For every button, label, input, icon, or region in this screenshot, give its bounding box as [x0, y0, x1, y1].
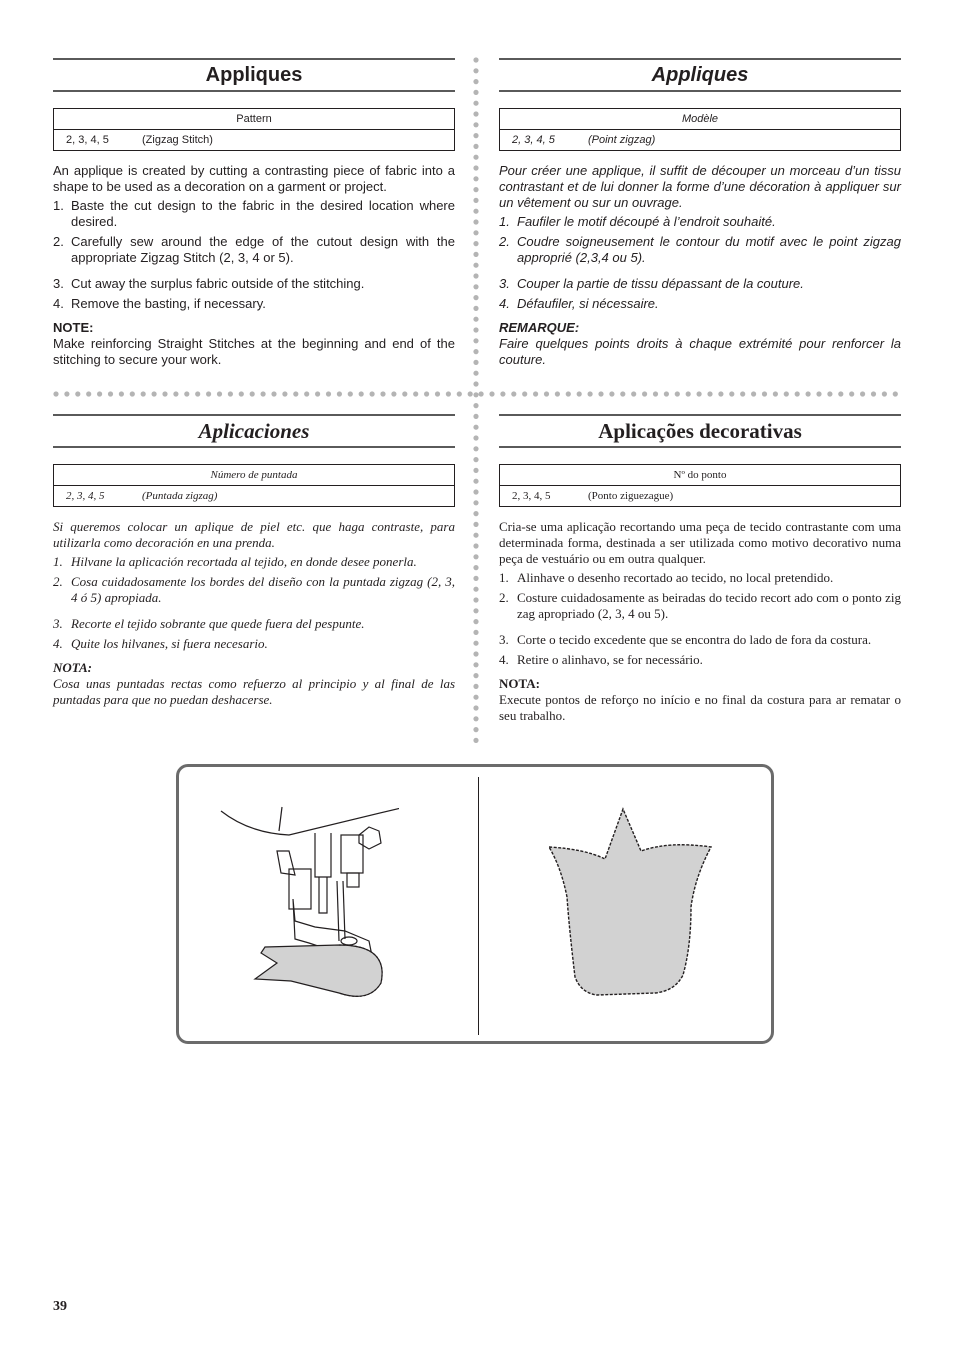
- section-body: [53, 519, 455, 708]
- intro-text: An applique is created by cutting a contrasting piece of fabric into a shape to be used as a decoration on a garment or project.: [53, 163, 455, 194]
- step-text: Quite los hilvanes, si fuera necesario.: [71, 636, 268, 651]
- note-text: Faire quelques points droits à chaque extrémité pour renforcer la couture.: [499, 336, 901, 367]
- list-item: [499, 652, 901, 668]
- pattern-numbers: 2, 3, 4, 5: [66, 134, 109, 146]
- step-text: Coudre soigneusement le contour du motif avec le point zigzag approprié (2,3,4 ou 5).: [517, 234, 901, 265]
- step-text: Recorte el tejido sobrante que quede fuera del pespunte.: [71, 616, 365, 631]
- note-label: NOTE:: [53, 320, 94, 335]
- step-text: Couper la partie de tissu dépassant de la couture.: [517, 276, 804, 291]
- pattern-table-header: Nº do ponto: [500, 465, 900, 486]
- pattern-table-row: [54, 486, 454, 506]
- stitch-name: (Point zigzag): [588, 134, 656, 146]
- intro-text: Cria-se uma aplicação recortando uma peça de tecido contrastante com uma determinada forma, destinada a ser utilizada como motivo decorativo numa peça de vestuário ou em outra qualquer.: [499, 519, 901, 566]
- note-label: REMARQUE:: [499, 320, 580, 335]
- section-french: [499, 58, 901, 368]
- step-text: Baste the cut design to the fabric in the desired location where desired.: [71, 198, 455, 229]
- note-text: Make reinforcing Straight Stitches at the beginning and end of the stitching to secure your work.: [53, 336, 455, 367]
- step-text: Cosa cuidadosamente los bordes del diseño con la puntada zigzag (2, 3, 4 ó 5) apropiada.: [71, 574, 455, 605]
- section-title: Aplicaciones: [53, 414, 455, 448]
- list-item: [499, 570, 901, 586]
- step-text: Corte o tecido excedente que se encontra do lado de fora da costura.: [517, 632, 872, 647]
- step-number: 3.: [53, 616, 63, 631]
- step-text: Alinhave o desenho recortado ao tecido, no local pretendido.: [517, 570, 834, 585]
- step-number: 3.: [499, 276, 510, 291]
- steps-list: [53, 554, 455, 652]
- list-item: [499, 296, 901, 312]
- step-text: Cut away the surplus fabric outside of the stitching.: [71, 276, 365, 291]
- illustration-divider: [478, 777, 479, 1035]
- page-number: 39: [53, 1299, 67, 1314]
- pattern-table-row: [54, 130, 454, 150]
- step-number: 2.: [499, 234, 510, 249]
- list-item: [53, 234, 455, 266]
- pattern-table-row: [500, 130, 900, 150]
- section-portuguese: [499, 414, 901, 724]
- stitch-name: (Puntada zigzag): [142, 490, 218, 502]
- note-text: Execute pontos de reforço no início e no final da costura para ar rematar o seu trabalho.: [499, 692, 901, 723]
- step-number: 2.: [53, 234, 64, 249]
- section-body: [53, 163, 455, 368]
- step-number: 3.: [499, 632, 509, 647]
- section-english: [53, 58, 455, 368]
- steps-list: [499, 214, 901, 312]
- step-number: 4.: [53, 636, 63, 651]
- step-number: 3.: [53, 276, 64, 291]
- pattern-numbers: 2, 3, 4, 5: [512, 134, 555, 146]
- step-number: 4.: [53, 296, 64, 311]
- section-title: Appliques: [499, 58, 901, 92]
- pattern-table-header: Número de puntada: [54, 465, 454, 486]
- pattern-table-header: Pattern: [54, 109, 454, 130]
- list-item: [53, 296, 455, 312]
- pattern-table-header: Modèle: [500, 109, 900, 130]
- note-text: Cosa unas puntadas rectas como refuerzo al principio y al final de las puntadas para que no puedan deshacerse.: [53, 676, 455, 707]
- step-text: Remove the basting, if necessary.: [71, 296, 266, 311]
- step-number: 4.: [499, 296, 510, 311]
- section-title: Aplicações decorativas: [499, 414, 901, 448]
- steps-list: [499, 570, 901, 668]
- list-item: [53, 554, 455, 570]
- step-number: 1.: [53, 198, 64, 213]
- pattern-table: [53, 108, 455, 151]
- step-text: Hilvane la aplicación recortada al tejido, en donde desee ponerla.: [71, 554, 417, 569]
- steps-list: [53, 198, 455, 312]
- section-title: Appliques: [53, 58, 455, 92]
- step-number: 2.: [53, 574, 63, 589]
- section-body: [499, 163, 901, 368]
- intro-text: Pour créer une applique, il suffit de découper un morceau d’un tissu contrastant et de lui donner la forme d’une décoration à appliquer sur un vêtement ou sur un ouvrage.: [499, 163, 901, 210]
- step-number: 1.: [53, 554, 63, 569]
- pattern-numbers: 2, 3, 4, 5: [512, 490, 551, 502]
- pattern-table-row: [500, 486, 900, 506]
- stitch-name: (Ponto ziguezague): [588, 490, 674, 502]
- step-number: 2.: [499, 590, 509, 605]
- list-item: [53, 574, 455, 606]
- step-text: Défaufiler, si nécessaire.: [517, 296, 659, 311]
- list-item: [499, 276, 901, 292]
- list-item: [499, 590, 901, 622]
- stitch-name: (Zigzag Stitch): [142, 134, 213, 146]
- list-item: [53, 636, 455, 652]
- step-text: Carefully sew around the edge of the cutout design with the appropriate Zigzag Stitch (2, 3, 4 or 5).: [71, 234, 455, 265]
- step-text: Faufiler le motif découpé à l’endroit souhaité.: [517, 214, 776, 229]
- section-body: [499, 519, 901, 724]
- section-spanish: [53, 414, 455, 708]
- list-item: [53, 616, 455, 632]
- pattern-table: [499, 108, 901, 151]
- list-item: [499, 632, 901, 648]
- pattern-table: [53, 464, 455, 507]
- step-text: Costure cuidadosamente as beiradas do tecido recort ado com o ponto zig zag apropriado (2, 3, 4 ou 5).: [517, 590, 901, 621]
- list-item: [499, 214, 901, 230]
- note-label: NOTA:: [53, 660, 92, 675]
- step-number: 1.: [499, 214, 510, 229]
- pattern-table: [499, 464, 901, 507]
- tulip-applique-icon: [545, 807, 715, 997]
- pattern-numbers: 2, 3, 4, 5: [66, 490, 105, 502]
- step-text: Retire o alinhavo, se for necessário.: [517, 652, 703, 667]
- list-item: [53, 276, 455, 292]
- list-item: [53, 198, 455, 230]
- horizontal-dotted-divider: [53, 391, 903, 397]
- sewing-machine-foot-icon: [219, 803, 399, 1003]
- list-item: [499, 234, 901, 266]
- step-number: 1.: [499, 570, 509, 585]
- illustration-panel: [176, 764, 774, 1044]
- note-label: NOTA:: [499, 676, 540, 691]
- intro-text: Si queremos colocar un aplique de piel etc. que haga contraste, para utilizarla como decoración en una prenda.: [53, 519, 455, 550]
- step-number: 4.: [499, 652, 509, 667]
- vertical-dotted-divider: [473, 57, 479, 747]
